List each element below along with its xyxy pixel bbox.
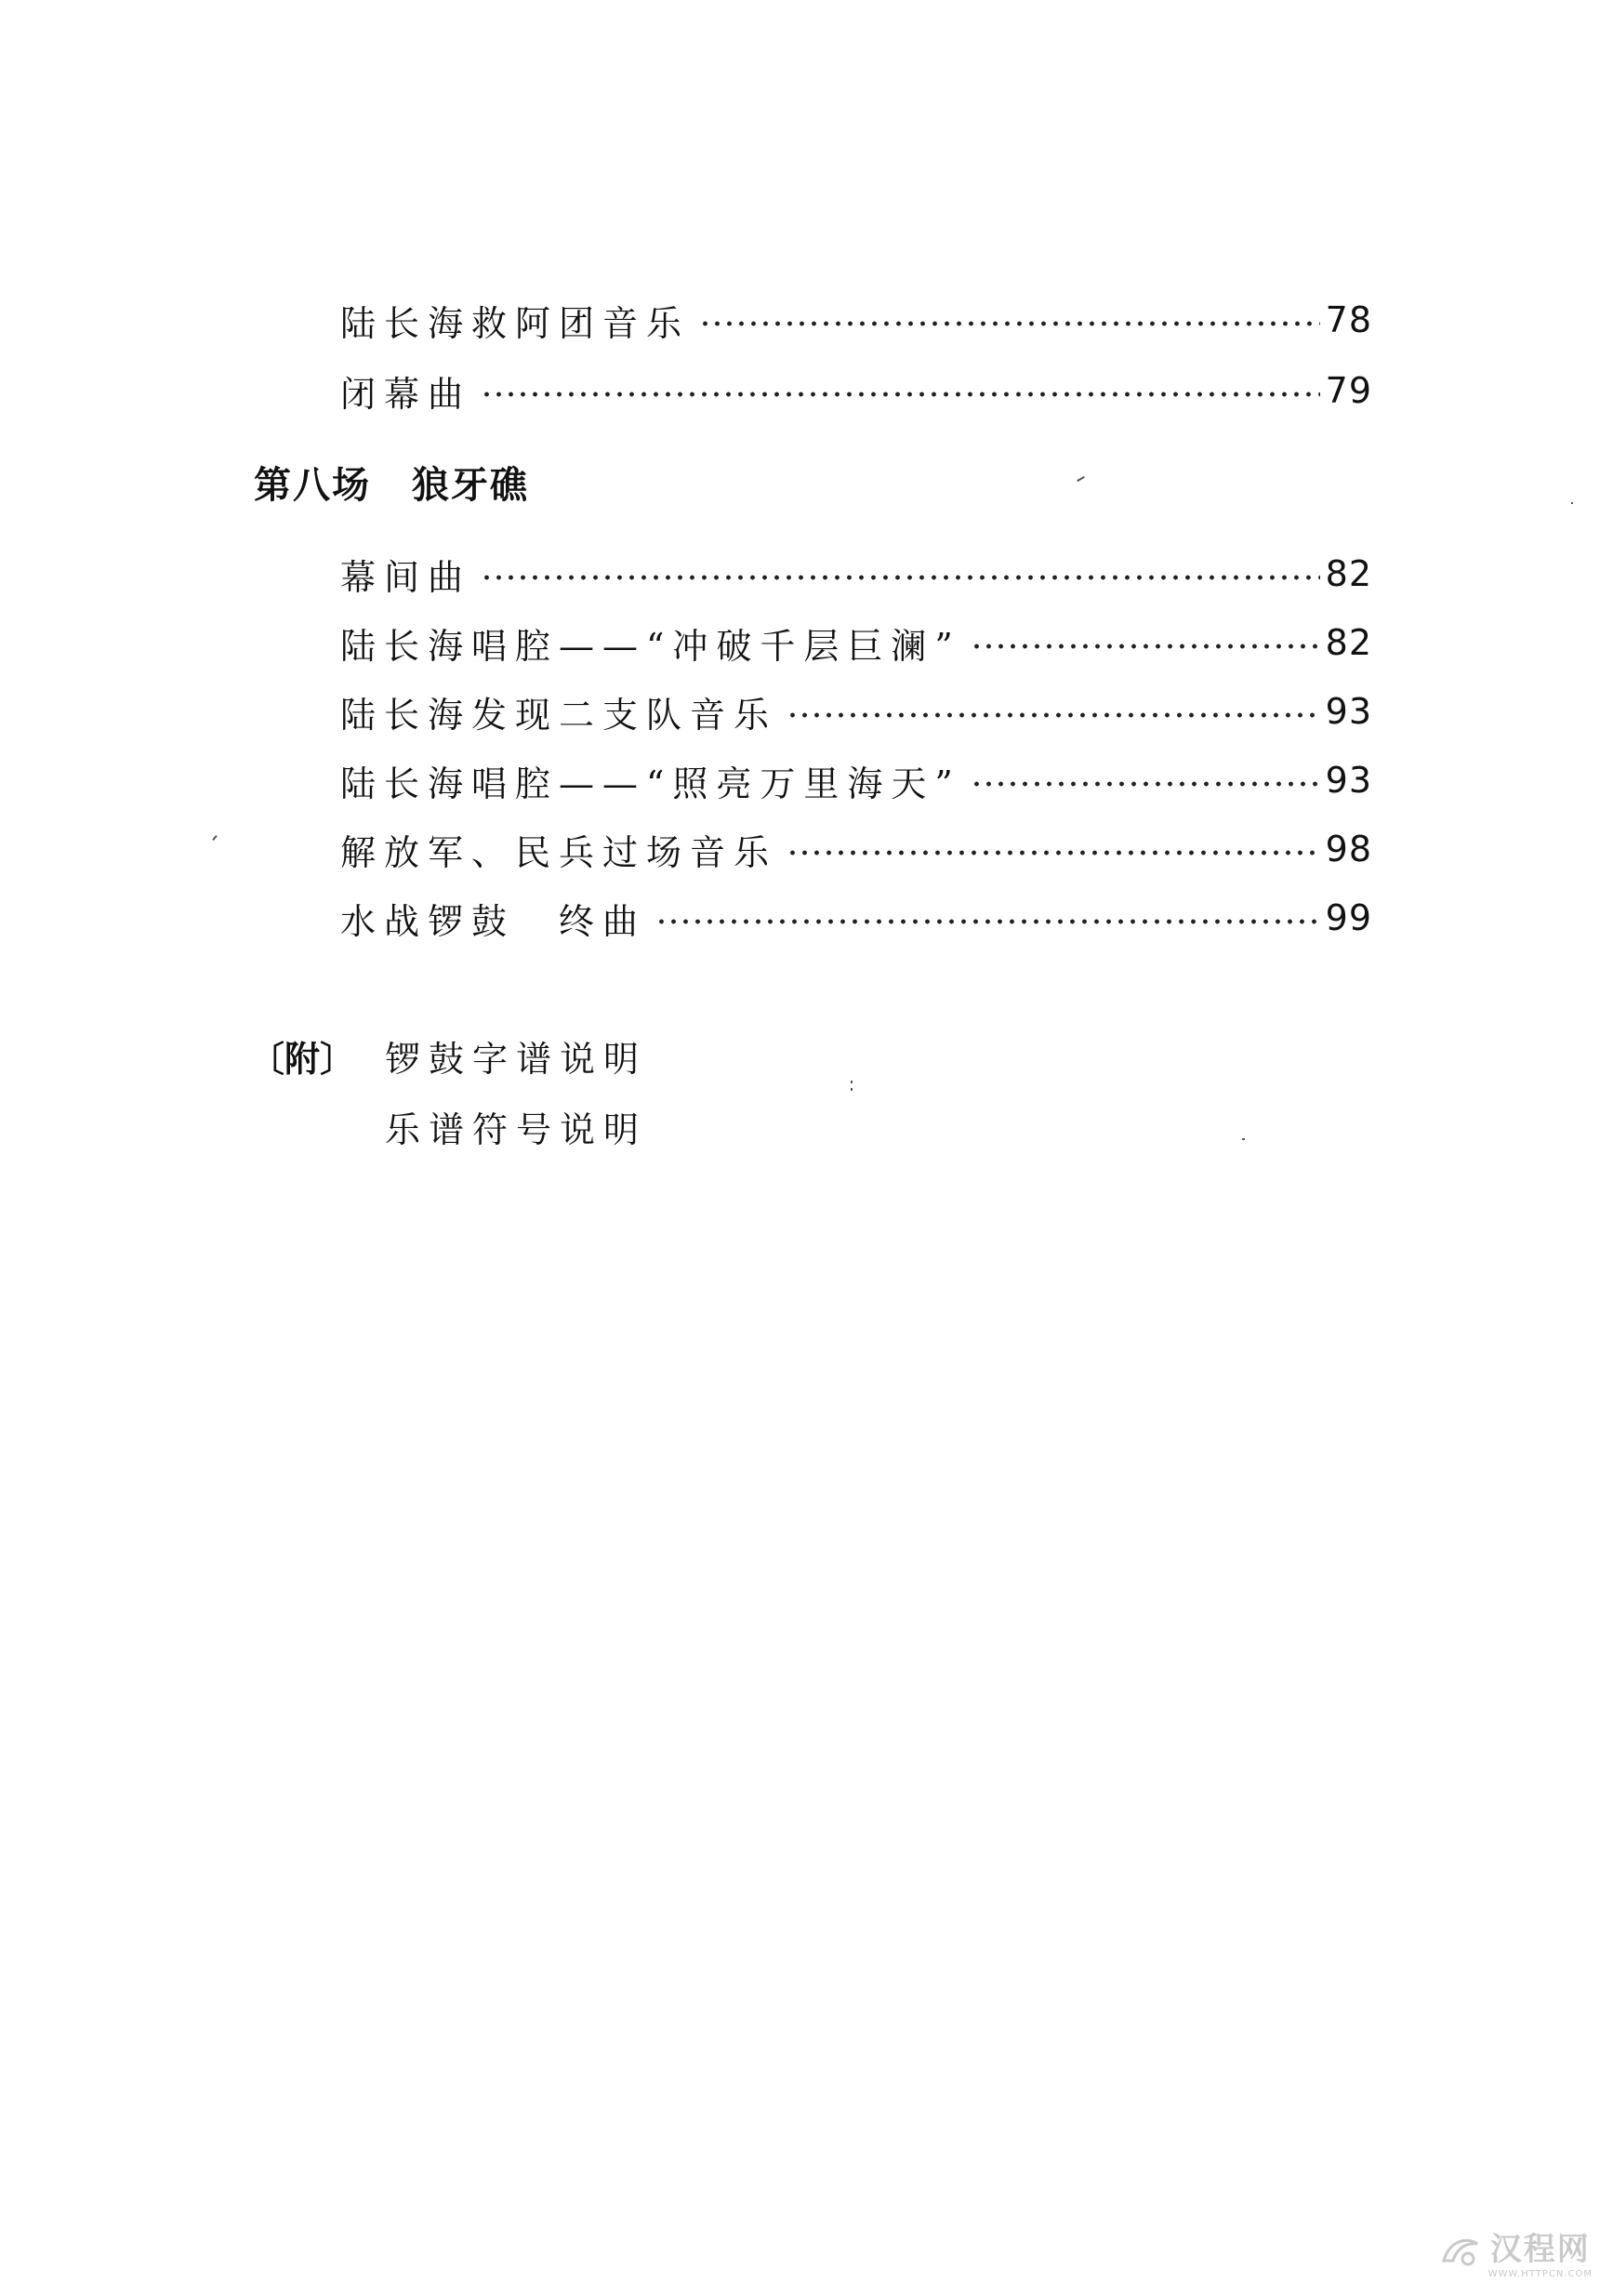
toc-entry-title: 幕间曲 xyxy=(340,556,472,598)
scan-speck xyxy=(851,1088,853,1091)
scan-speck xyxy=(1242,1138,1245,1140)
appendix-item[interactable]: 乐谱符号说明 xyxy=(385,1109,648,1150)
dot-leader xyxy=(787,848,1320,857)
toc-page-number: 78 xyxy=(1325,299,1372,340)
toc-row[interactable] xyxy=(340,292,1372,348)
toc-page-number: 99 xyxy=(1325,897,1372,938)
dot-leader xyxy=(971,642,1320,651)
toc-page-number: 93 xyxy=(1325,691,1372,732)
toc-row[interactable] xyxy=(340,890,1372,946)
toc-row[interactable] xyxy=(340,821,1372,877)
toc-row[interactable] xyxy=(340,546,1372,602)
toc-page-number: 79 xyxy=(1325,370,1372,411)
toc-row[interactable] xyxy=(340,752,1372,808)
dot-leader xyxy=(481,573,1320,582)
dot-leader xyxy=(787,710,1320,720)
toc-entry-title: 闭幕曲 xyxy=(340,373,472,415)
appendix-tag: 〔附〕 xyxy=(249,1039,356,1080)
watermark-subtext: WWW.HTTPCN.COM xyxy=(1487,2269,1593,2279)
toc-page-number: 82 xyxy=(1325,622,1372,663)
scene-heading xyxy=(254,456,529,509)
scene-number: 第八场 xyxy=(254,464,371,507)
watermark-text: 汉程网 xyxy=(1489,2231,1591,2268)
toc-entry-title: 陆长海救阿团音乐 xyxy=(340,302,691,344)
scan-speck xyxy=(1077,476,1085,482)
scan-speck xyxy=(212,835,217,841)
dot-leader xyxy=(481,390,1320,399)
dot-leader xyxy=(655,917,1320,926)
toc-row[interactable] xyxy=(340,683,1372,739)
toc-page-number: 82 xyxy=(1325,553,1372,594)
toc-entry-title: 水战锣鼓 终曲 xyxy=(340,900,647,942)
toc-row[interactable] xyxy=(340,615,1372,670)
appendix-item[interactable]: 锣鼓字谱说明 xyxy=(385,1039,648,1080)
toc-row[interactable] xyxy=(340,363,1372,418)
toc-page-number: 98 xyxy=(1325,829,1372,869)
toc-entry-title: 陆长海唱腔——“冲破千层巨澜” xyxy=(340,625,961,667)
watermark xyxy=(1440,2223,1593,2279)
scan-speck xyxy=(851,1081,853,1083)
toc-page-number: 93 xyxy=(1325,760,1372,801)
dot-leader xyxy=(699,319,1320,328)
toc-entry-title: 陆长海唱腔——“照亮万里海天” xyxy=(340,763,961,804)
watermark-logo-icon xyxy=(1440,2233,1481,2270)
scan-speck xyxy=(1571,502,1573,504)
scene-title: 狼牙礁 xyxy=(412,464,529,507)
toc-entry-title: 解放军、民兵过场音乐 xyxy=(340,831,778,873)
toc-entry-title: 陆长海发现二支队音乐 xyxy=(340,694,778,736)
dot-leader xyxy=(971,779,1320,789)
